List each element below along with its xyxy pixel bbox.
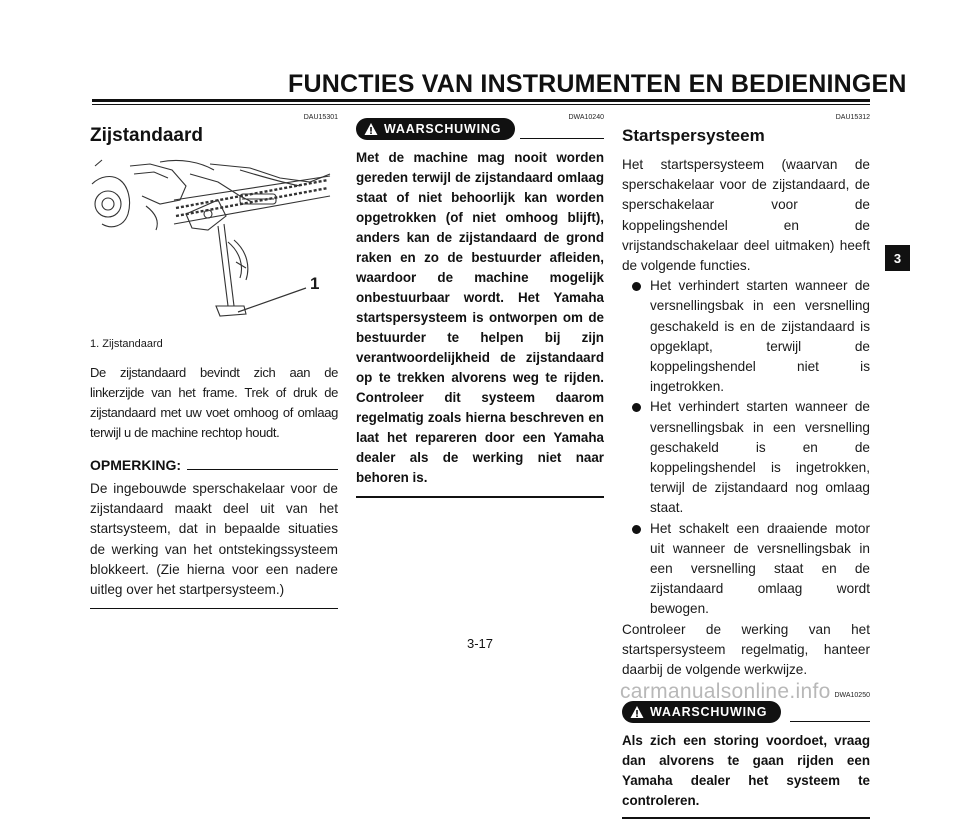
warning-triangle-icon [630,705,644,719]
list-item-text: Het schakelt een draaiende motor uit wanneer de versnellingsbak in een versnelling staat en de zijstandaard omlaag wordt bewogen. [650,520,870,617]
header-rule-thick [92,99,870,102]
warning-label: WAARSCHUWING [384,122,502,136]
right-column [622,126,870,819]
warning-text-2: Als zich een storing voordoet, vraag dan alvorens te gaan rijden een Yamaha dealer het systeem te controleren. [622,733,870,809]
startspersysteem-outro: Controleer de werking van het startspersysteem regelmatig, hanteer daarbij de volgende werkwijze. [622,621,870,678]
warning-header-2 [622,701,870,725]
figure-callout-number: 1 [310,274,320,293]
middle-doc-code: DWA10240 [568,114,604,121]
section-heading-zijstandaard: Zijstandaard [90,125,203,146]
right-doc-code-2: DWA10250 [834,692,870,700]
list-item [622,397,870,518]
middle-column [356,118,604,498]
warning-header-rule [520,138,604,139]
warning-triangle-icon [364,122,378,136]
warning-header [356,118,604,142]
watermark: carmanualsonline.info [620,680,831,703]
function-list [622,276,870,619]
bullet-icon [632,525,641,534]
list-item [622,276,870,397]
page-header-title: FUNCTIES VAN INSTRUMENTEN EN BEDIENINGEN [288,70,907,98]
page-number: 3-17 [466,636,494,651]
warning-header-rule-2 [790,721,870,722]
list-item-text: Het verhindert starten wanneer de versnellingsbak in een versnelling geschakeld is en de koppelingshendel is ingetrokken, terwijl de zijstandaard nog omlaag staat. [650,399,870,516]
section-heading-startspersysteem: Startspersysteem [622,126,765,145]
warning-pill-2 [622,701,781,723]
bullet-icon [632,282,641,291]
note-end-rule [90,608,338,609]
warning-label-2: WAARSCHUWING [650,705,768,720]
note-label: OPMERKING: [90,457,181,473]
warning-pill [356,118,515,140]
note-header [90,457,338,473]
warning-end-rule [356,496,604,498]
list-item-text: Het verhindert starten wanneer de versnellingsbak in een versnelling geschakeld is en de zijstandaard is opgeklapt, terwijl de koppelingshendel niet is ingetrokken. [650,278,870,395]
note-header-rule [187,469,338,470]
chapter-tab: 3 [885,245,910,271]
left-doc-code: DAU15301 [303,114,338,121]
left-column [90,125,338,609]
figure-caption: 1. Zijstandaard [90,338,163,350]
note-text: De ingebouwde sperschakelaar voor de zijstandaard maakt deel uit van het startsysteem, dat in bepaalde situaties de werking van het ontstekingssysteem blokkeert. (Zie hierna voor een nadere uitleg over het startpersysteem.) [90,481,338,598]
startspersysteem-intro: Het startspersysteem (waarvan de sperschakelaar voor de zijstandaard, de sperschakelaar voor de koppelingshendel en de vrijstandschakelaar deel uitmaken) heeft de volgende functies. [622,157,870,274]
sidestand-description: De zijstandaard bevindt zich aan de linkerzijde van het frame. Trek of druk de zijstandaard met uw voet omhoog of omlaag terwijl u de machine rechtop houdt. [90,365,338,440]
header-rule-thin [92,104,870,105]
list-item [622,519,870,620]
sidestand-drawing-icon [90,156,338,331]
sidestand-illustration [90,156,338,331]
warning-text: Met de machine mag nooit worden gereden terwijl de zijstandaard omlaag staat of niet behoorlijk kan worden opgetrokken (of niet omhoog blijft), anders kan de zijstandaard de grond raken en zo de bestuurder afleiden, waardoor de machine mogelijk onbestuurbaar wordt. Het Yamaha startspersysteem is ontworpen om de bestuurder te helpen bij zijn verantwoordelijkheid de zijstandaard op te trekken alvorens weg te rijden. Controleer dit systeem daarom regelmatig zoals hierna beschreven en laat het repareren door een Yamaha dealer als de werking niet naar behoren is. [356,150,604,485]
right-doc-code: DAU15312 [835,114,870,121]
bullet-icon [632,403,641,412]
